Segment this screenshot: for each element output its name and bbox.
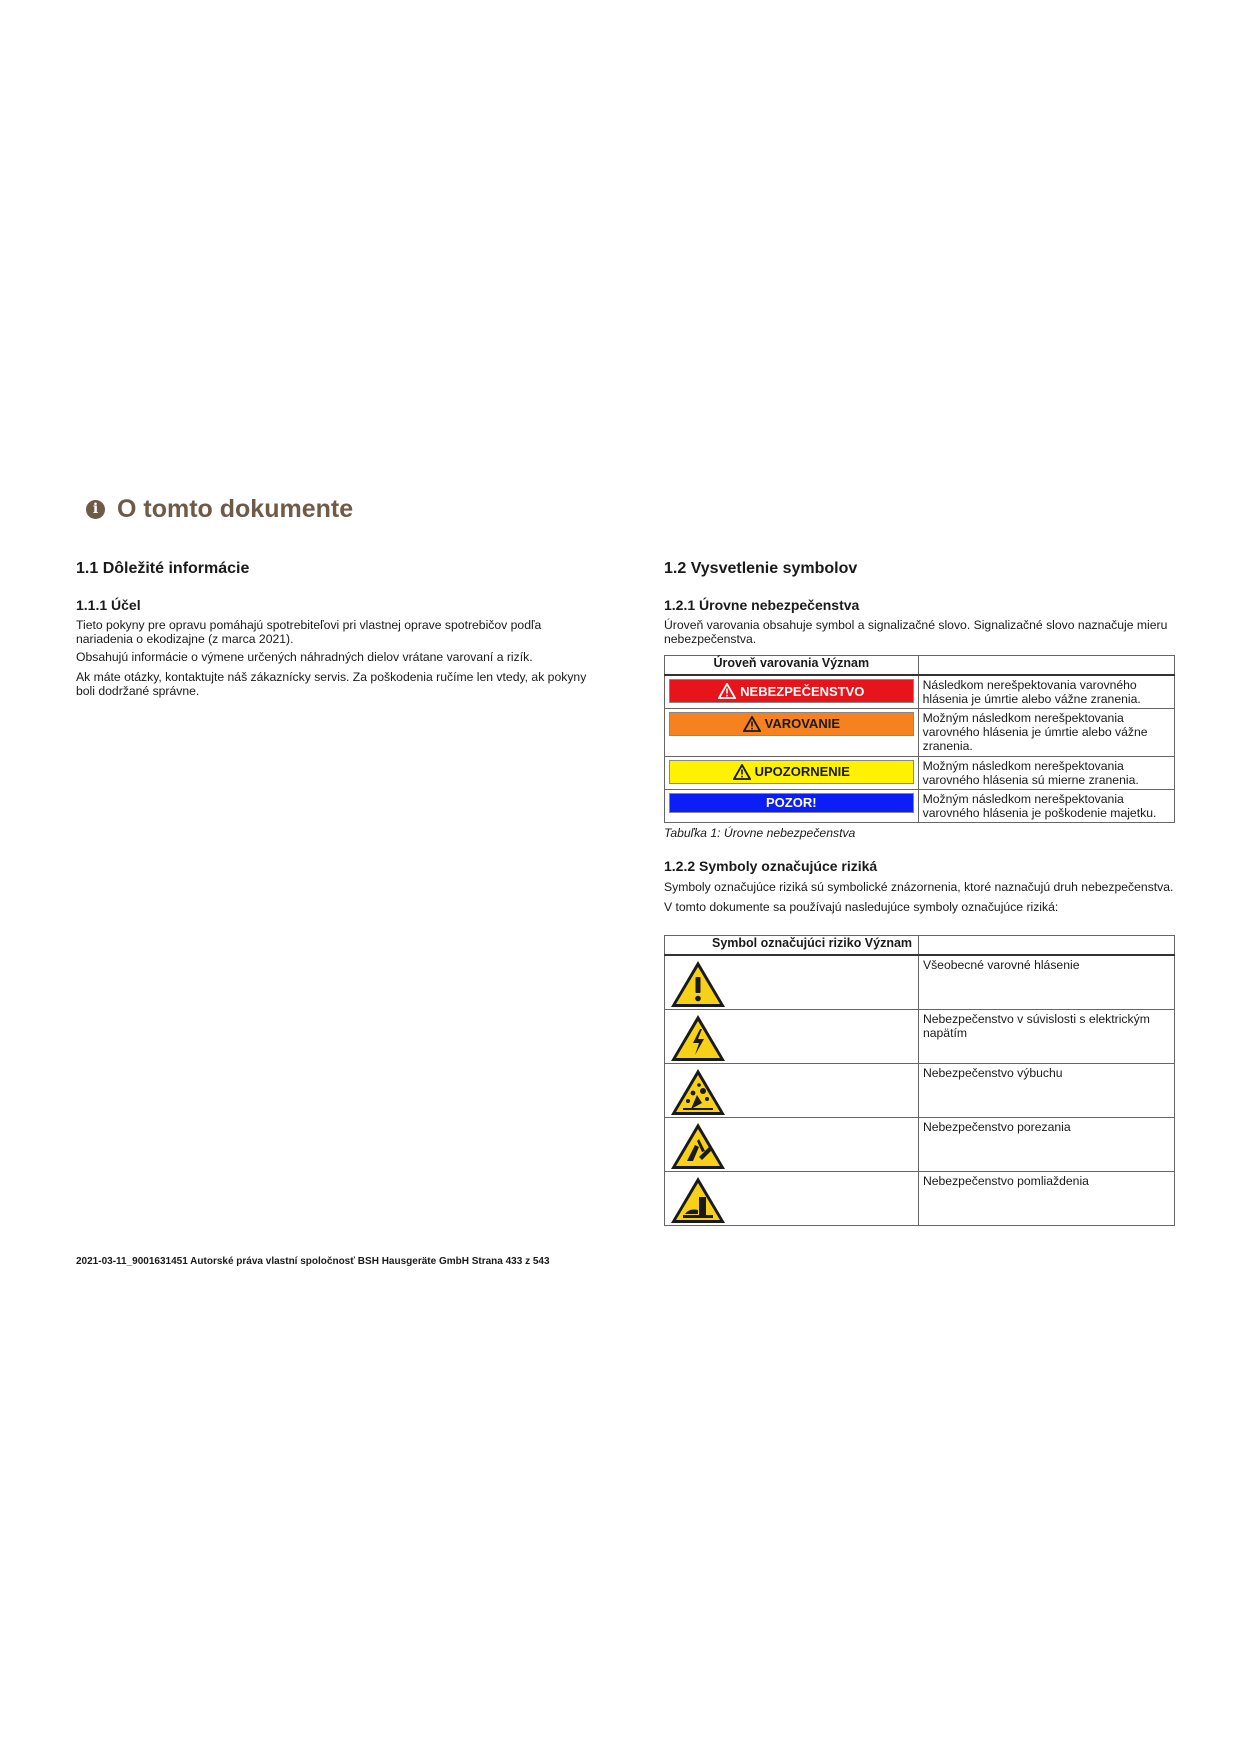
info-icon: i [86, 500, 105, 519]
meaning-cell: Nebezpečenstvo porezania [918, 1118, 1174, 1172]
table-header-empty [918, 936, 1174, 956]
paragraph: V tomto dokumente sa používajú nasledujúce symboly označujúce riziká: [664, 900, 1059, 914]
page-footer: 2021-03-11_9001631451 Autorské práva vlastní spoločnosť BSH Hausgeräte GmbH Strana 433 z 543 [76, 1256, 550, 1267]
subsection-1-1-1 [76, 597, 141, 613]
notice-signal-label [669, 793, 914, 813]
meaning-cell: Nebezpečenstvo pomliaždenia [918, 1172, 1174, 1226]
hazard-levels-table [664, 655, 1175, 823]
section-1-1 [76, 560, 249, 578]
table-row [665, 955, 1175, 1010]
table-header-row [665, 656, 1175, 676]
table-row [665, 1010, 1175, 1064]
hazard-symbols-table [664, 935, 1175, 1226]
symbol-cell [665, 1064, 919, 1118]
explosion-icon [669, 1067, 727, 1117]
meaning-cell: Nebezpečenstvo výbuchu [918, 1064, 1174, 1118]
symbol-cell [665, 1118, 919, 1172]
subsection-1-2-2-body [664, 880, 1174, 914]
symbol-cell [665, 955, 919, 1010]
paragraph: Úroveň varovania obsahuje symbol a signalizačné slovo. Signalizačné slovo naznačuje mieru nebezpečenstva. [664, 618, 1168, 646]
table-header-empty [918, 656, 1174, 676]
electric-voltage-icon [669, 1013, 727, 1063]
meaning-cell: Všeobecné varovné hlásenie [918, 955, 1174, 1010]
symbol-cell [665, 1010, 919, 1064]
signal-word: UPOZORNENIE [754, 764, 850, 779]
paragraph: Ak máte otázky, kontaktujte náš zákaznícky servis. Za poškodenia ručíme len vtedy, ak pokyny boli dodržané správne. [76, 670, 587, 698]
signal-word: POZOR! [766, 795, 817, 810]
subsection-title: 1.1.1 Účel [76, 597, 141, 613]
section-1-1-body [76, 618, 596, 698]
section-1-2 [664, 560, 857, 578]
subsection-title: 1.2.1 Úrovne nebezpečenstva [664, 597, 860, 613]
signal-cell [665, 675, 919, 708]
signal-cell [665, 756, 919, 789]
table-header: Symbol označujúci riziko Význam [665, 936, 919, 956]
page-title-text: O tomto dokumente [117, 494, 354, 523]
meaning-cell: Následkom nerešpektovania varovného hlásenia je úmrtie alebo vážne zranenia. [918, 675, 1174, 708]
table-row [665, 675, 1175, 708]
meaning-cell: Možným následkom nerešpektovania varovného hlásenia sú mierne zranenia. [918, 756, 1174, 789]
table-row [665, 756, 1175, 789]
general-warning-icon [669, 959, 727, 1009]
meaning-cell: Možným následkom nerešpektovania varovného hlásenia je poškodenie majetku. [918, 789, 1174, 822]
paragraph: Symboly označujúce riziká sú symbolické znázornenia, ktoré naznačujú druh nebezpečenstva. [664, 880, 1174, 894]
cutting-hazard-icon [669, 1121, 727, 1171]
meaning-cell: Možným následkom nerešpektovania varovného hlásenia je úmrtie alebo vážne zranenia. [918, 708, 1174, 756]
symbol-cell [665, 1172, 919, 1226]
crushing-hazard-icon [669, 1175, 727, 1225]
meaning-cell: Nebezpečenstvo v súvislosti s elektrickým napätím [918, 1010, 1174, 1064]
table-row [665, 1118, 1175, 1172]
warning-triangle-icon [743, 716, 761, 732]
subsection-1-2-1 [664, 597, 859, 613]
danger-signal-label [669, 679, 914, 703]
signal-cell [665, 708, 919, 756]
warning-triangle-icon [718, 683, 736, 699]
table-row [665, 708, 1175, 756]
signal-word: VAROVANIE [764, 716, 840, 731]
caution-signal-label [669, 760, 914, 784]
table-row [665, 1172, 1175, 1226]
section-title: 1.2 Vysvetlenie symbolov [664, 560, 858, 577]
warning-triangle-icon [733, 764, 751, 780]
paragraph: Obsahujú informácie o výmene určených náhradných dielov vrátane varovaní a rizík. [76, 650, 533, 664]
warning-signal-label [669, 712, 914, 736]
signal-cell [665, 789, 919, 822]
subsection-1-2-2 [664, 858, 877, 874]
paragraph: Tieto pokyny pre opravu pomáhajú spotrebiteľovi pri vlastnej oprave spotrebičov podľa nariadenia o ekodizajne (z marca 2021). [76, 618, 542, 646]
table-row [665, 1064, 1175, 1118]
table-header-row [665, 936, 1175, 956]
signal-word: NEBEZPEČENSTVO [740, 683, 865, 699]
table-caption: Tabuľka 1: Úrovne nebezpečenstva [664, 826, 856, 840]
table-header: Úroveň varovania Význam [665, 656, 919, 676]
subsection-1-2-1-body [664, 618, 1184, 646]
section-title: 1.1 Dôležité informácie [76, 560, 250, 577]
page-title [86, 492, 353, 526]
subsection-title: 1.2.2 Symboly označujúce riziká [664, 858, 878, 874]
table-row [665, 789, 1175, 822]
